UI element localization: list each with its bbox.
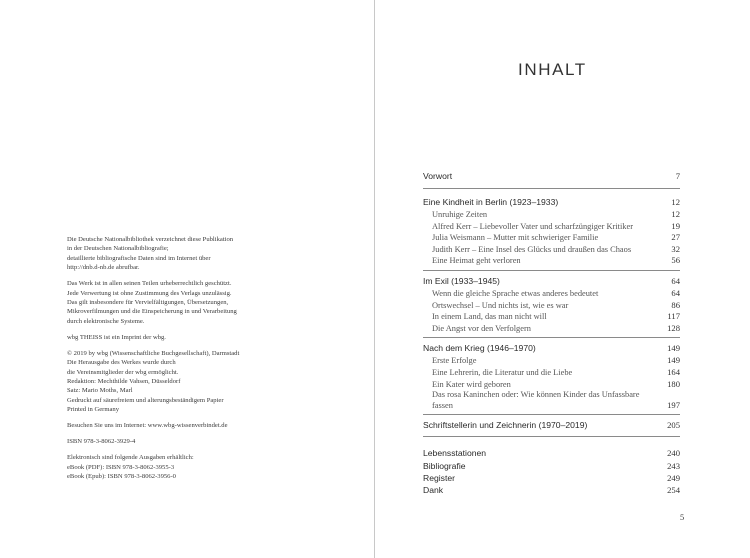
toc-section-title: Die Angst vor den Verfolgern: [432, 323, 531, 333]
toc-chapter-title: Bibliografie: [423, 460, 466, 471]
toc-section[interactable]: [423, 390, 680, 411]
toc-section[interactable]: [423, 244, 680, 256]
toc-page-number: 254: [667, 485, 680, 496]
toc-page-number: 197: [667, 399, 680, 410]
imprint-paragraph: Besuchen Sie uns im Internet: www.wbg-wissenverbindet.de: [67, 422, 228, 430]
imprint-paragraph: ISBN 978-3-8062-3929-4: [67, 438, 136, 446]
toc-section[interactable]: [423, 367, 680, 379]
page-number: 5: [680, 513, 685, 522]
toc-page-number: 149: [667, 343, 680, 354]
toc-chapter-exil[interactable]: [423, 275, 680, 288]
toc-block-appendix: [423, 447, 680, 497]
toc-page-number: 64: [671, 275, 680, 286]
toc-block-schriftstellerin: [423, 419, 680, 437]
toc-section[interactable]: [423, 323, 680, 335]
toc-page-number: 180: [667, 378, 680, 389]
toc-page-number: 7: [675, 171, 680, 181]
imprint-paragraph: wbg THEISS ist ein Imprint der wbg.: [67, 333, 166, 341]
toc-appendix-item[interactable]: [423, 472, 680, 484]
toc-chapter-title: Lebensstationen: [423, 448, 487, 459]
table-of-contents: [423, 170, 680, 497]
toc-section[interactable]: [423, 288, 680, 300]
toc-section-title: Eine Heimat geht verloren: [432, 256, 521, 266]
toc-block-krieg: [423, 342, 680, 415]
imprint-paragraph: Elektronisch sind folgende Ausgaben erhältlich: eBook (PDF): ISBN 978-3-8062-3955-3 eBook (Epub): ISBN 978-3-8062-3956-0: [67, 454, 194, 481]
toc-chapter-title: Im Exil (1933–1945): [423, 275, 500, 286]
toc-section-title: In einem Land, das man nicht will: [432, 312, 547, 322]
toc-section[interactable]: [423, 255, 680, 267]
toc-section-title: Unruhige Zeiten: [432, 210, 488, 219]
toc-section-title: Julia Weismann – Mutter mit schwieriger Familie: [432, 233, 599, 243]
toc-section[interactable]: [423, 209, 680, 221]
toc-chapter-title: Vorwort: [423, 171, 453, 181]
toc-page-number: 149: [667, 355, 680, 366]
toc-chapter-title: Eine Kindheit in Berlin (1923–1933): [423, 197, 559, 207]
toc-chapter-title: Nach dem Krieg (1946–1970): [423, 343, 536, 354]
toc-section-title: Erste Erfolge: [432, 356, 477, 366]
toc-section-title: Ortswechsel – Und nichts ist, wie es war: [432, 300, 569, 310]
toc-section[interactable]: [423, 300, 680, 312]
toc-page-number: 12: [671, 197, 680, 207]
toc-chapter-kindheit[interactable]: [423, 196, 680, 209]
toc-page-number: 27: [671, 232, 680, 243]
right-page: [375, 0, 750, 558]
toc-appendix-item[interactable]: [423, 447, 680, 459]
toc-page-number: 164: [667, 366, 680, 377]
toc-page-number: 128: [667, 322, 680, 333]
toc-page-number: 243: [667, 460, 680, 471]
toc-appendix-item[interactable]: [423, 460, 680, 472]
toc-block-exil: [423, 275, 680, 338]
left-page: [0, 0, 374, 558]
toc-section-title: Ein Kater wird geboren: [432, 379, 511, 389]
toc-section[interactable]: [423, 311, 680, 323]
page-title: INHALT: [518, 60, 587, 79]
toc-page-number: 19: [671, 220, 680, 231]
toc-chapter-schriftstellerin[interactable]: [423, 419, 680, 432]
toc-appendix-item[interactable]: [423, 484, 680, 496]
imprint-text: [67, 235, 347, 488]
toc-block-kindheit: [423, 196, 680, 271]
toc-section-title: Wenn die gleiche Sprache etwas anderes bedeutet: [432, 288, 599, 298]
toc-section-title: Judith Kerr – Eine Insel des Glücks und draußen das Chaos: [432, 244, 632, 254]
toc-chapter-title: Register: [423, 472, 455, 483]
toc-section[interactable]: [423, 232, 680, 244]
toc-chapter-title: Dank: [423, 485, 444, 496]
toc-page-number: 240: [667, 448, 680, 459]
toc-page-number: 12: [671, 209, 680, 219]
toc-chapter-krieg[interactable]: [423, 342, 680, 355]
toc-section-title: Das rosa Kaninchen oder: Wie können Kinder das Unfassbare fassen: [432, 390, 640, 410]
toc-page-number: 205: [667, 420, 680, 431]
toc-page-number: 249: [667, 472, 680, 483]
imprint-paragraph: Die Deutsche Nationalbibliothek verzeichnet diese Publikation in der Deutschen Nationalbibliografie; detaillierte bibliografische Daten sind im Internet über http://dnb.d-nb.de abrufbar.: [67, 236, 234, 272]
toc-page-number: 32: [671, 243, 680, 254]
toc-section-title: Eine Lehrerin, die Literatur und die Liebe: [432, 367, 573, 377]
toc-chapter-title: Schriftstellerin und Zeichnerin (1970–2019): [423, 420, 588, 431]
toc-section[interactable]: [423, 355, 680, 367]
toc-page-number: 56: [671, 255, 680, 266]
toc-section-title: Alfred Kerr – Liebevoller Vater und scharfzüngiger Kritiker: [432, 221, 633, 231]
toc-page-number: 86: [671, 299, 680, 310]
imprint-paragraph: © 2019 by wbg (Wissenschaftliche Buchgesellschaft), Darmstadt Die Herausgabe des Werkes wurde durch die Vereinsmitglieder der wbg ermöglicht. Redaktion: Mechthilde Vahsen, Düsseldorf Satz: Mario Moths, Marl Gedruckt auf säurefreiem und alterungsbeständigem Papier Printed in Germany: [67, 349, 240, 414]
toc-page-number: 117: [667, 311, 680, 322]
toc-section[interactable]: [423, 379, 680, 391]
imprint-paragraph: Das Werk ist in allen seinen Teilen urheberrechtlich geschützt. Jede Verwertung ist ohne Zustimmung des Verlags unzulässig. Das gilt insbesondere für Vervielfältigungen, Übersetzungen, Mikroverfilmungen und die Einspeicherung in und Verarbeitung durch elektronische Systeme.: [67, 280, 237, 325]
toc-block-vorwort: [423, 170, 680, 189]
toc-page-number: 64: [671, 287, 680, 298]
toc-section[interactable]: [423, 221, 680, 233]
toc-chapter-vorwort[interactable]: [423, 170, 680, 183]
